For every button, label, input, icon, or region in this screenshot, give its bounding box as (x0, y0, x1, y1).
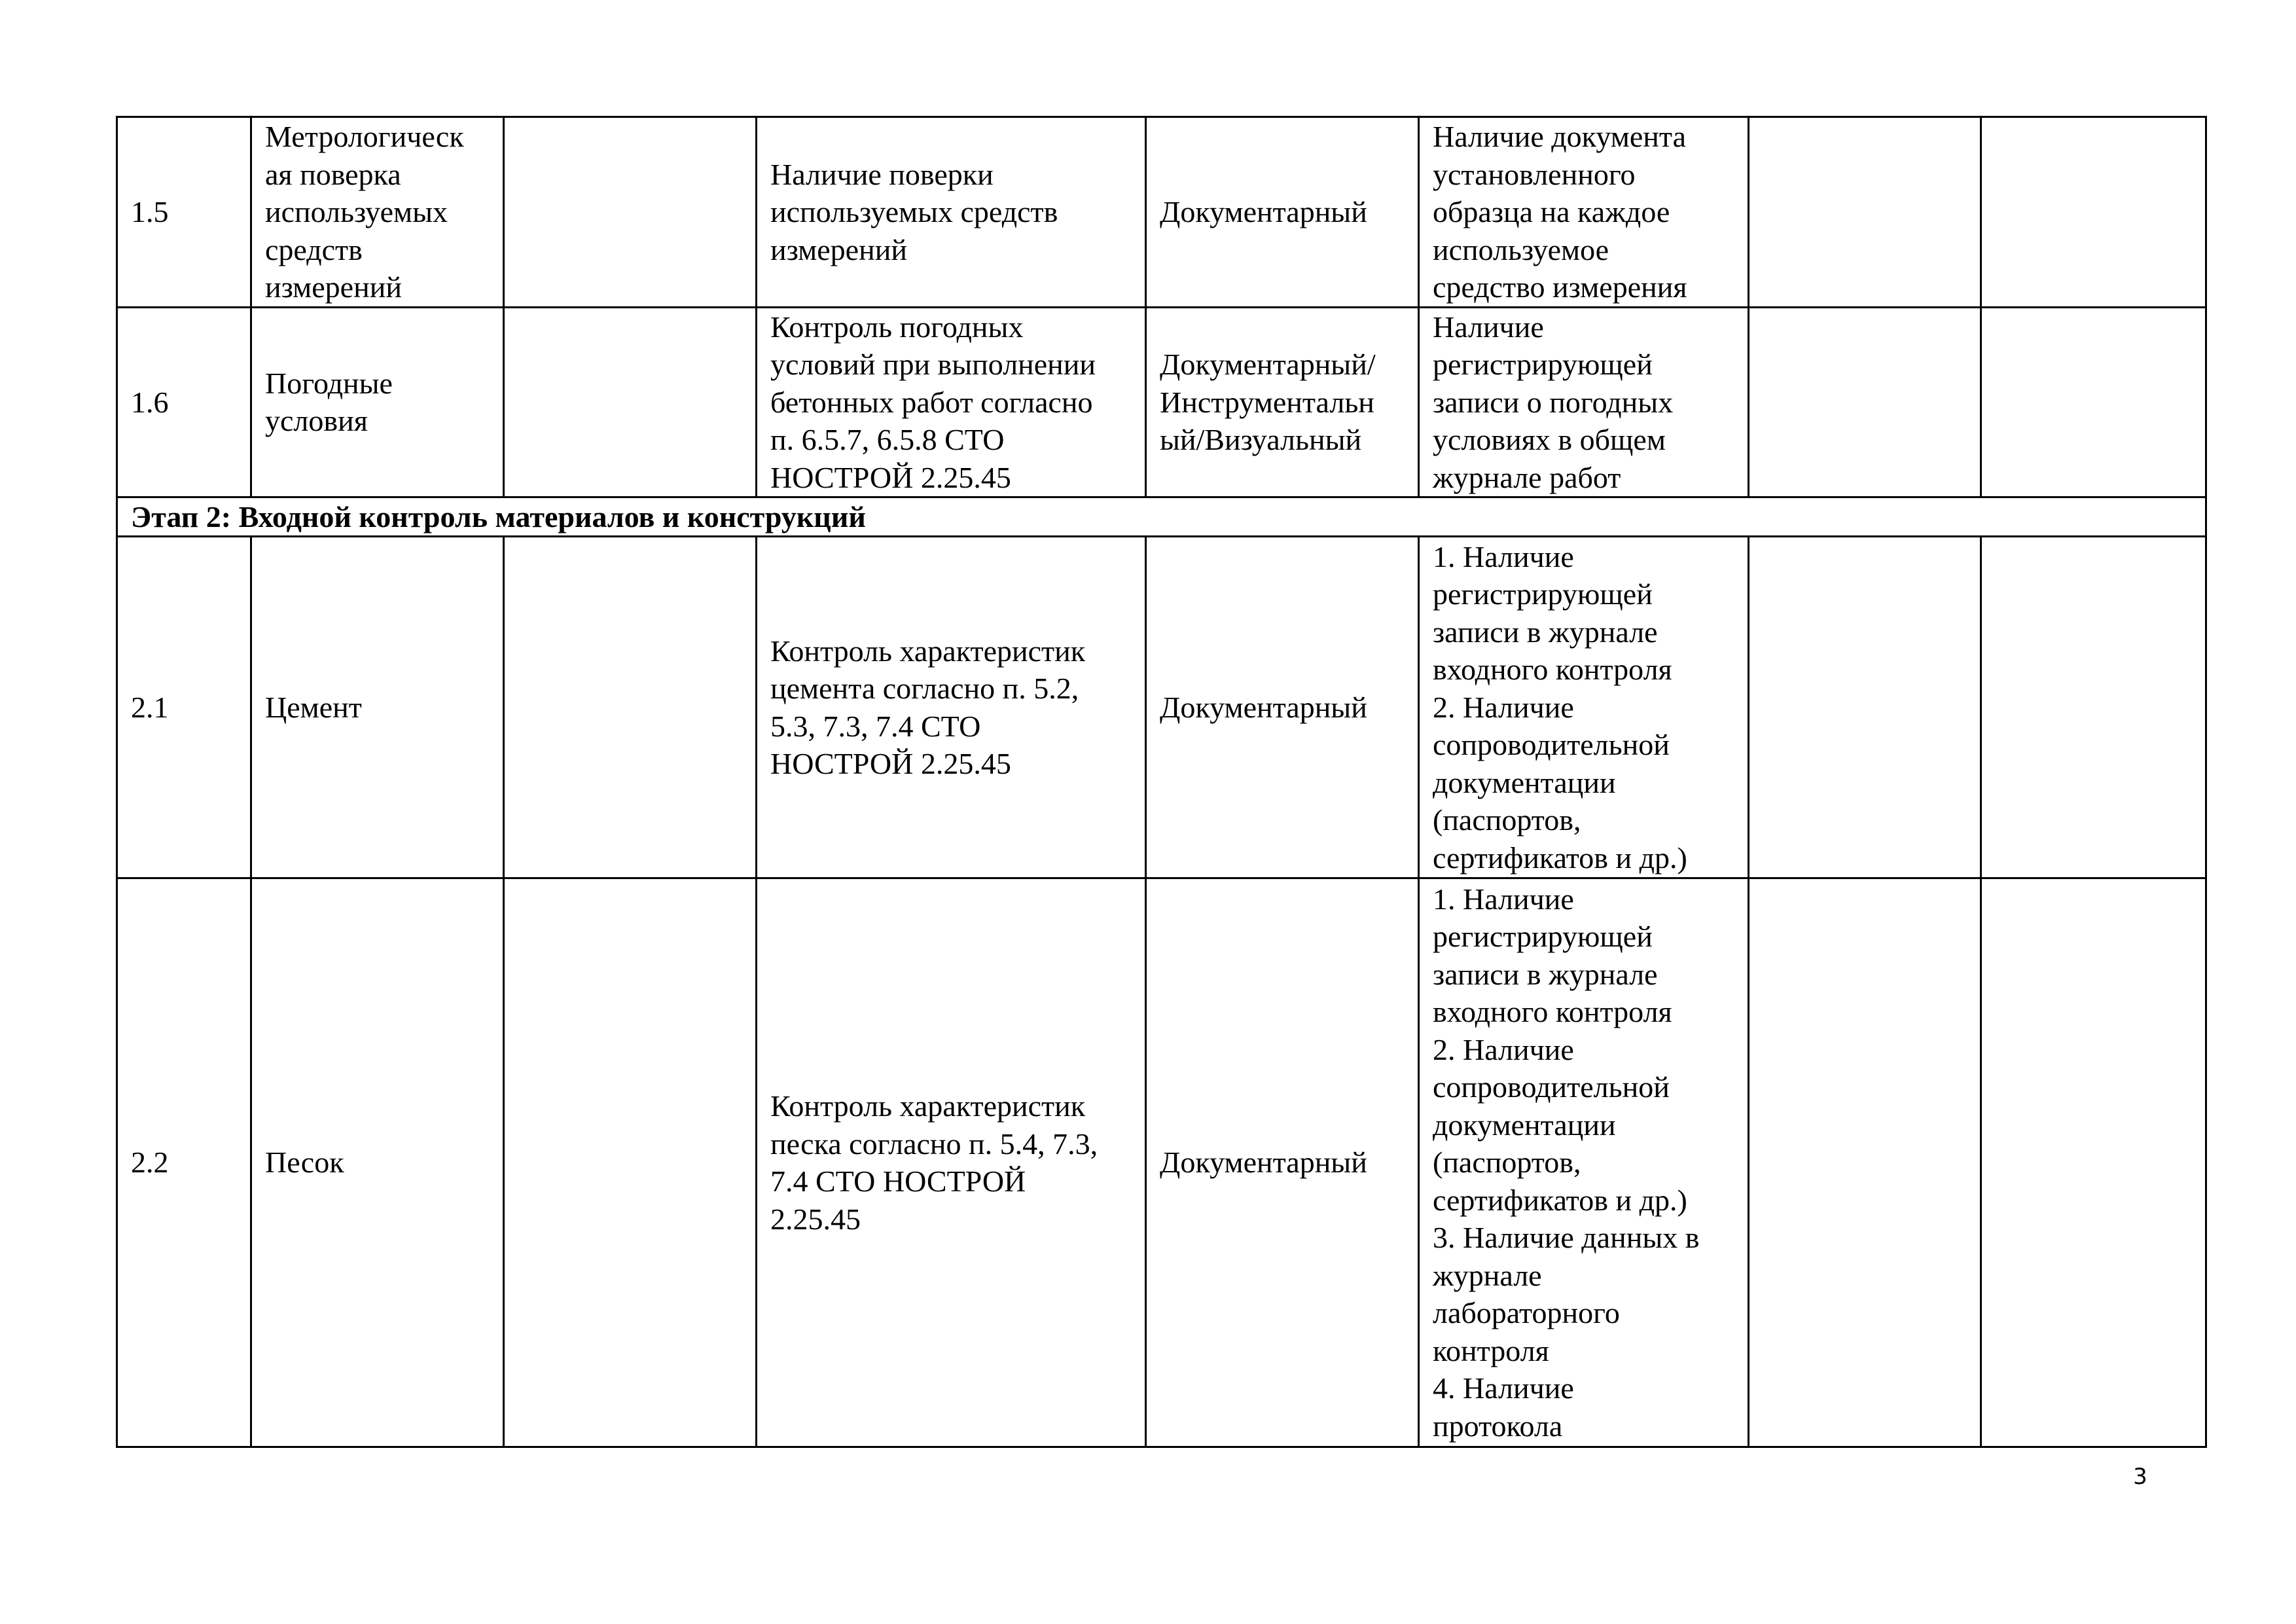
cell-result: Наличие документа установленного образца на каждое используемое средство измерения (1419, 117, 1749, 308)
cell-control: Контроль характеристик песка согласно п. 5.4, 7.3, 7.4 СТО НОСТРОЙ 2.25.45 (757, 878, 1146, 1447)
stage-header-row (117, 497, 2206, 537)
cell-column7 (1749, 878, 1981, 1447)
cell-control: Контроль погодных условий при выполнении бетонных работ согласно п. 6.5.7, 6.5.8 СТО НОСТРОЙ 2.25.45 (757, 307, 1146, 497)
cell-control: Наличие поверки используемых средств измерений (757, 117, 1146, 308)
cell-result: Наличие регистрирующей записи о погодных условиях в общем журнале работ (1419, 307, 1749, 497)
cell-item: Погодные условия (251, 307, 504, 497)
cell-column7 (1749, 117, 1981, 308)
cell-item: Цемент (251, 537, 504, 878)
cell-column8 (1981, 537, 2206, 878)
table-row (117, 117, 2206, 308)
inspection-table (116, 116, 2207, 1448)
cell-number: 1.5 (117, 117, 251, 308)
cell-column3 (504, 537, 757, 878)
cell-item: Метрологическ ая поверка используемых средств измерений (251, 117, 504, 308)
stage-title: Этап 2: Входной контроль материалов и конструкций (117, 497, 2206, 537)
table-row (117, 878, 2206, 1447)
cell-result: 1. Наличие регистрирующей записи в журнале входного контроля 2. Наличие сопроводительной документации (паспортов, сертификатов и др.) (1419, 537, 1749, 878)
cell-number: 2.2 (117, 878, 251, 1447)
cell-column8 (1981, 117, 2206, 308)
table-row (117, 307, 2206, 497)
cell-number: 2.1 (117, 537, 251, 878)
cell-column3 (504, 307, 757, 497)
cell-result: 1. Наличие регистрирующей записи в журнале входного контроля 2. Наличие сопроводительной документации (паспортов, сертификатов и др.) 3. Наличие данных в журнале лабораторного контроля 4. Наличие протокола (1419, 878, 1749, 1447)
cell-method: Документарный (1146, 117, 1419, 308)
cell-method: Документарный/ Инструментальн ый/Визуальный (1146, 307, 1419, 497)
cell-column3 (504, 878, 757, 1447)
cell-column8 (1981, 307, 2206, 497)
cell-number: 1.6 (117, 307, 251, 497)
cell-control: Контроль характеристик цемента согласно п. 5.2, 5.3, 7.3, 7.4 СТО НОСТРОЙ 2.25.45 (757, 537, 1146, 878)
cell-method: Документарный (1146, 878, 1419, 1447)
cell-method: Документарный (1146, 537, 1419, 878)
cell-column7 (1749, 537, 1981, 878)
page-number: 3 (2133, 1464, 2147, 1490)
cell-column8 (1981, 878, 2206, 1447)
cell-column3 (504, 117, 757, 308)
cell-item: Песок (251, 878, 504, 1447)
cell-column7 (1749, 307, 1981, 497)
table-row (117, 537, 2206, 878)
